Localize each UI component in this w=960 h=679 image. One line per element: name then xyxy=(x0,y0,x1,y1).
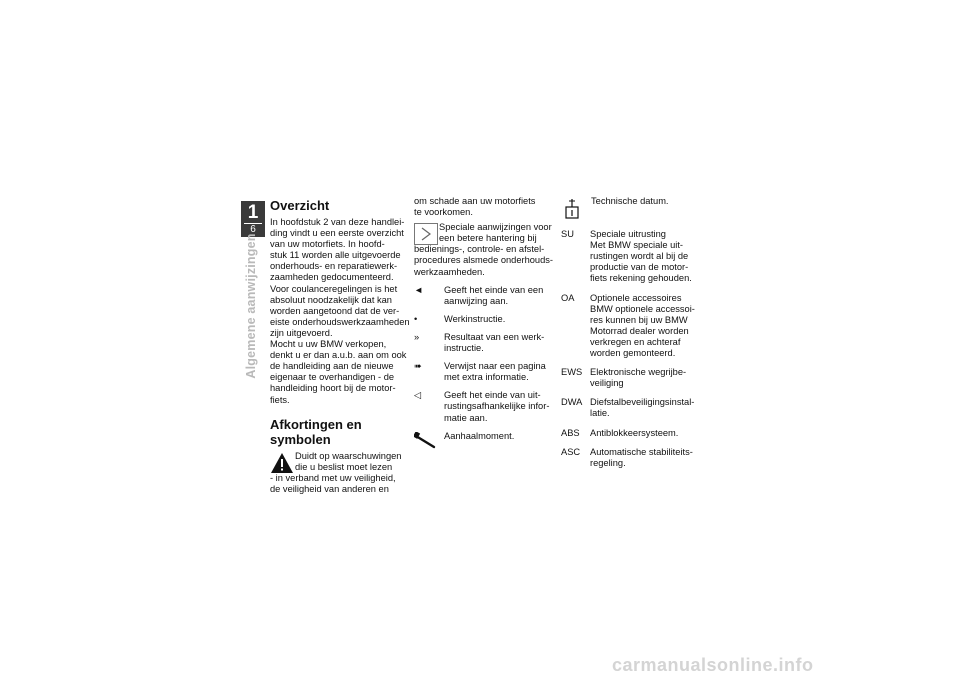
term-abbr: OA xyxy=(561,292,575,303)
term-description: latie. xyxy=(590,408,610,419)
column-2 xyxy=(414,196,554,442)
symbol-row-page-ref xyxy=(414,361,554,383)
torque-wrench-icon xyxy=(414,432,438,450)
tip-block xyxy=(414,222,554,244)
bullet-symbol: • xyxy=(414,313,418,324)
tip-arrow-icon xyxy=(414,223,438,245)
term-row-ews xyxy=(561,367,706,389)
warning-text: Duidt op waarschuwingen die u beslist moet lezen xyxy=(295,450,402,472)
term-title: Antiblokkeersysteem. xyxy=(590,427,679,438)
side-title-text: Algemene aanwijzingen xyxy=(244,233,258,379)
symbol-text: Geeft het einde van uit- rustingsafhankelijke infor- matie aan. xyxy=(444,390,550,423)
term-abbr: ABS xyxy=(561,427,580,438)
tip-text: Speciale aanwijzingen voor een betere hantering bij xyxy=(439,222,552,244)
symbol-row-torque xyxy=(414,431,554,442)
term-row-oa xyxy=(561,293,706,360)
symbol-text: Verwijst naar een pagina met extra informatie. xyxy=(444,361,546,383)
term-row-asc xyxy=(561,447,706,469)
symbol-text: Resultaat van een werk- instructie. xyxy=(444,331,545,354)
overview-heading: Overzicht xyxy=(270,198,330,213)
term-description: Met BMW speciale uit- rustingen wordt al bij de productie van de motor- fiets rekening gehouden. xyxy=(590,240,692,284)
symbol-row-instruction xyxy=(414,314,554,325)
warning-end-text: om schade aan uw motorfiets te voorkomen. xyxy=(414,196,536,218)
page-number: 6 xyxy=(250,224,256,235)
term-abbr: ASC xyxy=(561,446,581,457)
warning-continuation: - in verband met uw veiligheid, de veiligheid van anderen en xyxy=(270,472,396,494)
term-row-su xyxy=(561,229,706,284)
symbol-row-equipment-end xyxy=(414,390,554,423)
term-row-dwa xyxy=(561,397,706,419)
watermark: carmanualsonline.info xyxy=(612,655,814,675)
warning-triangle-icon xyxy=(270,451,294,475)
equipment-end-symbol: ◁ xyxy=(414,390,422,401)
term-abbr: SU xyxy=(561,229,574,240)
technical-data-icon xyxy=(564,198,580,220)
abbreviations-heading-line2: symbolen xyxy=(270,431,331,447)
term-abbr: EWS xyxy=(561,367,583,378)
term-abbr: DWA xyxy=(561,397,583,408)
symbol-row-result xyxy=(414,332,554,354)
term-description: veiliging xyxy=(590,378,624,389)
tip-continuation: bedienings-, controle- en afstel- procedures alsmede onderhouds- werkzaamheden. xyxy=(414,244,554,277)
term-title: Speciale uitrusting xyxy=(590,229,666,240)
column-1 xyxy=(270,198,410,495)
term-title: Diefstalbeveiligingsinstal- xyxy=(590,397,695,408)
warning-block xyxy=(270,451,410,473)
term-title: Optionele accessoires xyxy=(590,292,682,303)
technical-data-row xyxy=(561,196,706,207)
term-description: BMW optionele accessoi- res kunnen bij uw BMW Motorrad dealer worden verkregen en achteraf worden gemonteerd. xyxy=(590,303,695,359)
column-3 xyxy=(561,196,706,469)
abbreviations-heading-line1: Afkortingen en xyxy=(270,416,362,432)
chapter-divider xyxy=(244,223,262,224)
symbol-text: Geeft het einde van een aanwijzing aan. xyxy=(444,284,544,306)
end-marker-symbol: ◄ xyxy=(414,284,424,295)
symbol-row-end xyxy=(414,285,554,307)
page-reference-symbol: ➠ xyxy=(414,361,422,372)
term-title: Elektronische wegrijbe- xyxy=(590,367,687,378)
term-description: regeling. xyxy=(590,457,626,468)
symbol-text: Werkinstructie. xyxy=(444,313,506,324)
technical-data-text: Technische datum. xyxy=(591,196,669,206)
term-title: Automatische stabiliteits- xyxy=(590,446,693,457)
chapter-marker xyxy=(241,201,265,237)
result-symbol: » xyxy=(414,331,420,342)
overview-body: In hoofdstuk 2 van deze handlei- ding vindt u een eerste overzicht van uw motorfiets. In hoofd- stuk 11 worden alle uitgevoerde onderhouds- en reparatiewerk- zaamheden gedocumenteerd. Voor coulanceregelingen is het absoluut noodzakelijk dat kan worden aangetoond dat de ver- eiste onderhoudswerkzaamheden zijn uitgevoerd. Mocht u uw BMW verkopen, denkt u er dan a.u.b. aan om ook de handleiding aan de nieuwe eigenaar te overhandigen - de handleiding hoort bij de motor- fiets. xyxy=(270,217,410,405)
term-row-abs xyxy=(561,428,706,439)
symbol-text: Aanhaalmoment. xyxy=(444,430,515,441)
chapter-number: 1 xyxy=(247,202,259,223)
